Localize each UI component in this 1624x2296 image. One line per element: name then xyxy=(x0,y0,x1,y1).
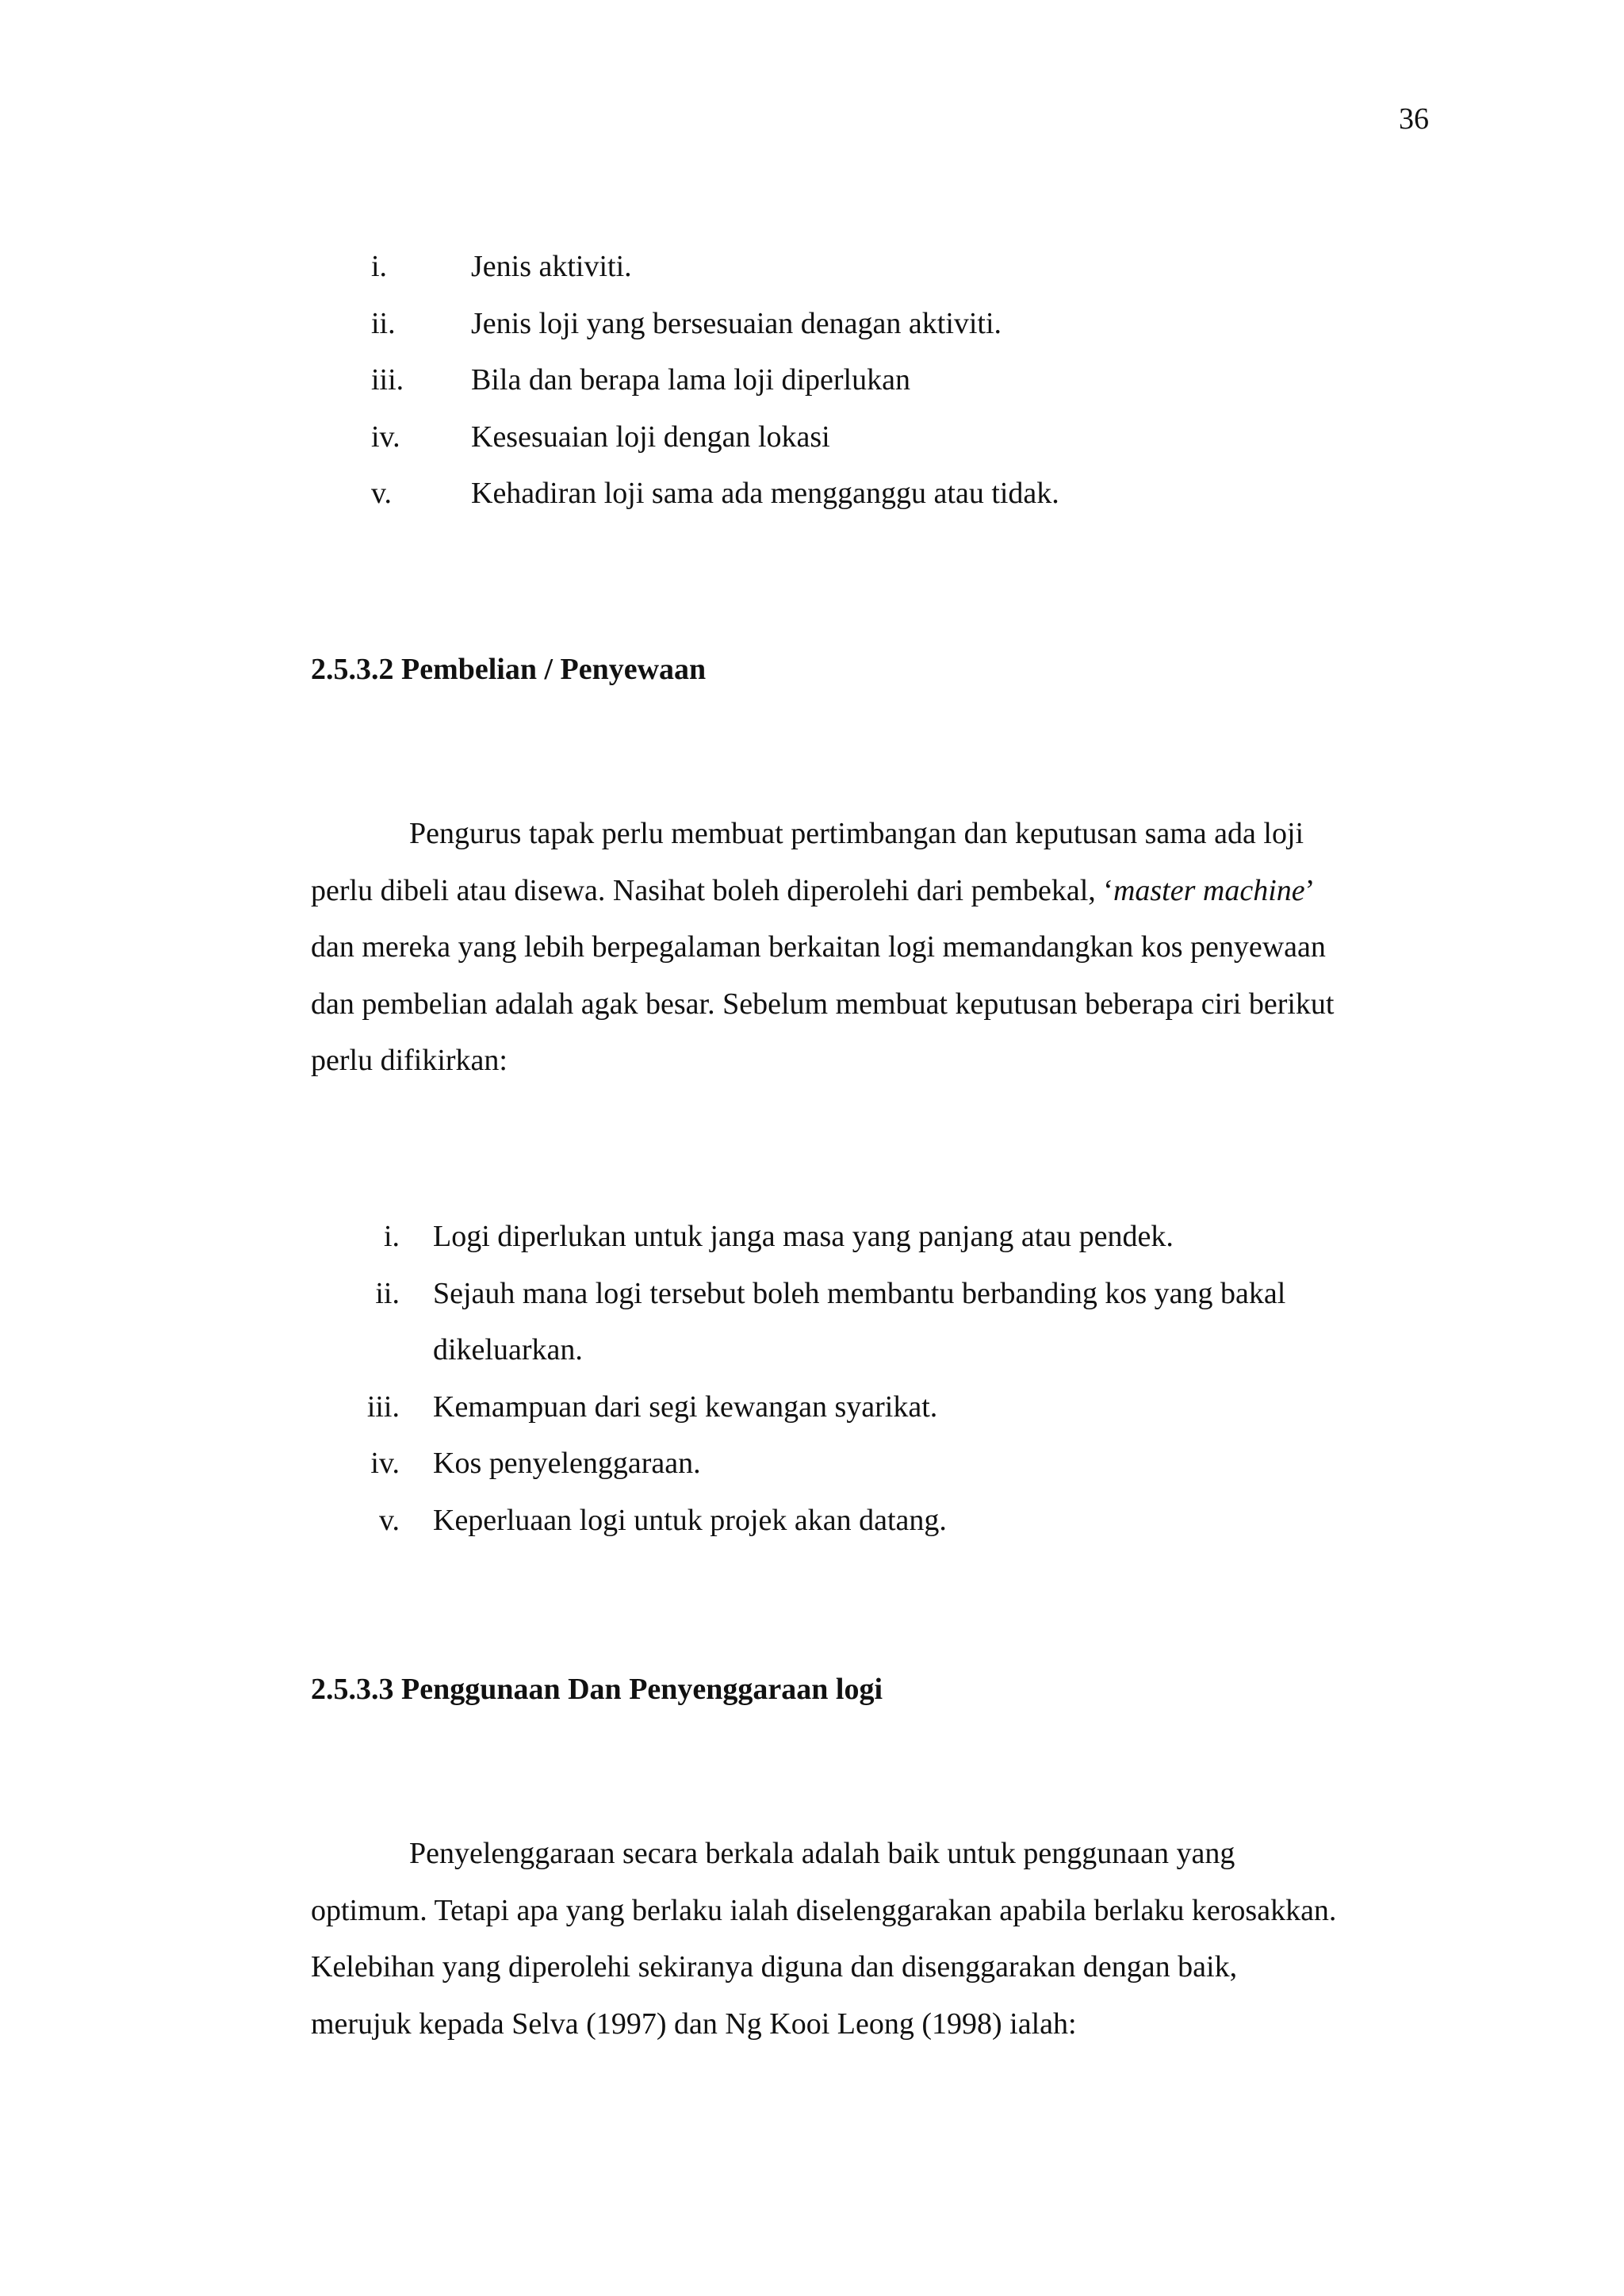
paragraph-line: dan mereka yang lebih berpegalaman berkaitan logi memandangkan kos penyewaan xyxy=(311,930,1326,964)
purchase-criteria-list xyxy=(0,1209,1624,1549)
paragraph-line xyxy=(311,863,1437,920)
list-item xyxy=(0,1435,1624,1493)
list-item-text: Kos penyelenggaraan. xyxy=(433,1447,701,1480)
list-item xyxy=(0,1379,1624,1436)
list-item-text: Jenis loji yang bersesuaian denagan aktiviti. xyxy=(471,306,1002,340)
list-item xyxy=(0,1266,1624,1379)
list-numeral: iii. xyxy=(366,1389,400,1424)
list-item-text: Kemampuan dari segi kewangan syarikat. xyxy=(433,1389,938,1424)
list-numeral: i. xyxy=(371,250,388,283)
list-item-text: Logi diperlukan untuk janga masa yang panjang atau pendek. xyxy=(433,1220,1174,1253)
paragraph-pembelian xyxy=(311,806,1437,1090)
list-numeral: iv. xyxy=(371,420,400,454)
section-heading-penggunaan: 2.5.3.3 Penggunaan Dan Penyenggaraan logi xyxy=(311,1673,883,1706)
list-item-text: Jenis aktiviti. xyxy=(471,250,632,283)
list-item-text: Keperluaan logi untuk projek akan datang. xyxy=(433,1503,947,1537)
paragraph-line: merujuk kepada Selva (1997) dan Ng Kooi Leong (1998) ialah: xyxy=(311,2007,1077,2041)
list-numeral: ii. xyxy=(371,306,396,340)
paragraph-line: Penyelenggaraan secara berkala adalah baik untuk penggunaan yang xyxy=(409,1837,1235,1870)
list-item xyxy=(0,1493,1624,1550)
paragraph-line: perlu difikirkan: xyxy=(311,1044,508,1077)
list-item-line: dikeluarkan. xyxy=(433,1333,583,1366)
italic-term: master machine xyxy=(1113,873,1305,907)
paragraph-text: ’ xyxy=(1304,873,1316,907)
paragraph-text: perlu dibeli atau disewa. Nasihat boleh diperolehi dari pembekal, ‘ xyxy=(311,873,1113,907)
list-numeral: v. xyxy=(378,1503,400,1537)
list-item-text: Bila dan berapa lama loji diperlukan xyxy=(471,363,910,397)
paragraph-penggunaan xyxy=(311,1826,1437,2053)
list-numeral: iii. xyxy=(371,363,404,397)
list-numeral: i. xyxy=(383,1220,400,1253)
list-item-text: Kesesuaian loji dengan lokasi xyxy=(471,420,830,454)
paragraph-line: Kelebihan yang diperolehi sekiranya diguna dan disenggarakan dengan baik, xyxy=(311,1950,1238,1984)
page-number: 36 xyxy=(1399,102,1429,136)
list-item-line: Sejauh mana logi tersebut boleh membantu berbanding kos yang bakal xyxy=(433,1276,1286,1310)
paragraph-line: dan pembelian adalah agak besar. Sebelum membuat keputusan beberapa ciri berikut xyxy=(311,987,1335,1021)
paragraph-line: Pengurus tapak perlu membuat pertimbangan dan keputusan sama ada loji xyxy=(409,817,1304,850)
list-numeral: v. xyxy=(371,477,393,510)
list-item-text xyxy=(433,1266,1385,1379)
list-numeral: iv. xyxy=(370,1447,400,1480)
section-heading-pembelian: 2.5.3.2 Pembelian / Penyewaan xyxy=(311,653,707,686)
list-item xyxy=(0,1209,1624,1266)
paragraph-line: optimum. Tetapi apa yang berlaku ialah diselenggarakan apabila berlaku kerosakkan. xyxy=(311,1893,1337,1927)
list-numeral: ii. xyxy=(375,1276,400,1310)
list-item-text: Kehadiran loji sama ada mengganggu atau tidak. xyxy=(471,477,1059,510)
